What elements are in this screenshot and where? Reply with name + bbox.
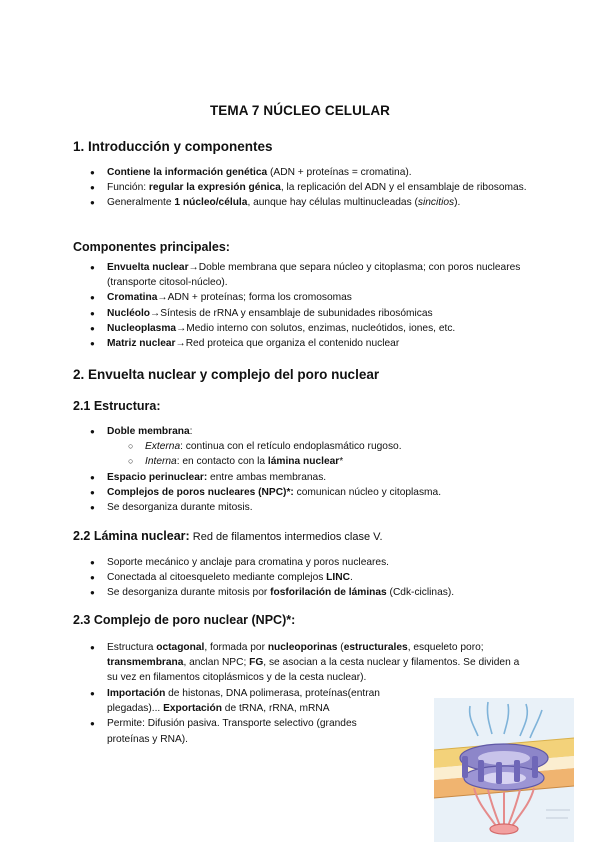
list-item: ● Nucleoplasma→Medio interno con solutos, enzimas, nucleótidos, iones, etc. bbox=[90, 321, 530, 336]
list-item: ● Generalmente 1 núcleo/célula, aunque hay células multinucleadas (sincitios). bbox=[90, 195, 530, 210]
intro-list bbox=[90, 165, 530, 211]
page-title: TEMA 7 NÚCLEO CELULAR bbox=[209, 103, 391, 118]
structure-list bbox=[90, 424, 530, 515]
list-item: ● Se desorganiza durante mitosis por fosforilación de láminas (Cdk-ciclinas). bbox=[90, 585, 530, 600]
list-item: ● Cromatina→ADN + proteínas; forma los cromosomas bbox=[90, 290, 530, 305]
components-list bbox=[90, 260, 530, 351]
section-2-2-heading: 2.2 Lámina nuclear: Red de filamentos intermedios clase V. bbox=[73, 529, 383, 543]
list-item: ● Estructura octagonal, formada por nucleoporinas (estructurales, esqueleto poro; transmembrana, anclan NPC; FG, se asocian a la cesta nuclear y filamentos. Se dividen a su vez en filamentos citoplásmicos y de la cesta nuclear). bbox=[90, 640, 530, 686]
list-item: ● Contiene la información genética (ADN + proteínas = cromatina). bbox=[90, 165, 530, 180]
list-item: ● Nucléolo→Síntesis de rRNA y ensamblaje de subunidades ribosómicas bbox=[90, 306, 530, 321]
sub-list-item: ○ Externa: continua con el retículo endoplasmático rugoso. bbox=[128, 439, 530, 454]
list-item: ● Función: regular la expresión génica, la replicación del ADN y el ensamblaje de ribosomas. bbox=[90, 180, 530, 195]
sub-list-item: ○ Interna: en contacto con la lámina nuclear* bbox=[128, 454, 530, 469]
section-1-heading: 1. Introducción y componentes bbox=[73, 139, 273, 154]
list-item: ● Permite: Difusión pasiva. Transporte selectivo (grandes proteínas y RNA). bbox=[90, 716, 390, 746]
npc-list-2 bbox=[90, 686, 390, 747]
list-item: ● Soporte mecánico y anclaje para cromatina y poros nucleares. bbox=[90, 555, 530, 570]
list-item: ● Envuelta nuclear→Doble membrana que separa núcleo y citoplasma; con poros nucleares (transporte citosol-núcleo). bbox=[90, 260, 530, 290]
nuclear-pore-complex-illustration bbox=[434, 698, 574, 842]
section-2-1-heading: 2.1 Estructura: bbox=[73, 399, 161, 413]
list-item: ● Doble membrana: bbox=[90, 424, 530, 439]
list-item: ● Espacio perinuclear: entre ambas membranas. bbox=[90, 470, 530, 485]
lamina-list bbox=[90, 555, 530, 601]
list-item: ● Matriz nuclear→Red proteica que organiza el contenido nuclear bbox=[90, 336, 530, 351]
section-2-heading: 2. Envuelta nuclear y complejo del poro nuclear bbox=[73, 367, 380, 382]
components-heading: Componentes principales: bbox=[73, 240, 230, 254]
list-item: ● Conectada al citoesqueleto mediante complejos LINC. bbox=[90, 570, 530, 585]
list-item: ● Se desorganiza durante mitosis. bbox=[90, 500, 530, 515]
list-item: ● Importación de histonas, DNA polimerasa, proteínas(entran plegadas)... Exportación de tRNA, rRNA, mRNA bbox=[90, 686, 390, 716]
section-2-3-heading: 2.3 Complejo de poro nuclear (NPC)*: bbox=[73, 613, 296, 627]
npc-list bbox=[90, 640, 530, 686]
list-item: ● Complejos de poros nucleares (NPC)*: comunican núcleo y citoplasma. bbox=[90, 485, 530, 500]
